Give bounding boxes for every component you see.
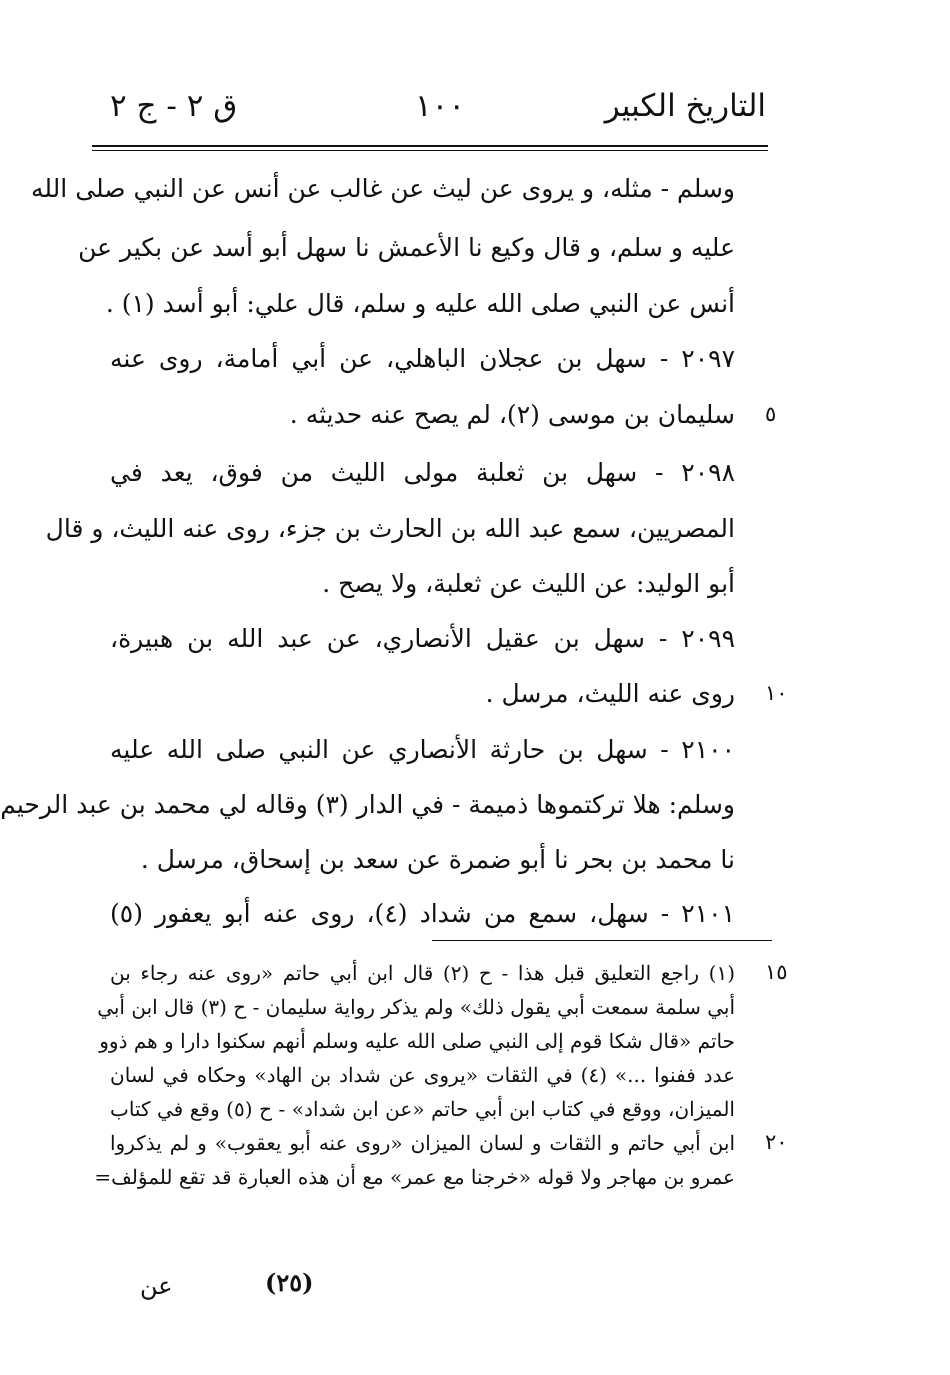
line-number-marker: ١٥ [765,960,788,984]
body-line: ٢٠٩٧ - سهل بن عجلان الباهلي، عن أبي أمامة، روى عنه [110,344,735,373]
body-line: ٢١٠١ - سهل، سمع من شداد (٤)، روى عنه أبو يعفور (٥) [110,899,735,928]
signature-mark: (٢٥) [265,1268,314,1297]
body-line: المصريين، سمع عبد الله بن الحارث بن جزء، روى عنه الليث، و قال [45,514,735,543]
body-line: ٢٠٩٩ - سهل بن عقيل الأنصاري، عن عبد الله بن هبيرة، [110,624,735,653]
footnote-line: عمرو بن مهاجر ولا قوله «خرجنا مع عمر» مع أن هذه العبارة قد تقع للمؤلف= [94,1165,735,1189]
footnote-line: عدد ففنوا ...» (٤) في الثقات «يروى عن شداد بن الهاد» وحكاه في لسان [110,1063,736,1087]
body-line: نا محمد بن بحر نا أبو ضمرة عن سعد بن إسحاق، مرسل . [140,845,735,874]
line-number-marker: ٥ [765,402,777,426]
footnote-line: ابن أبي حاتم و الثقات و لسان الميزان «روى عنه أبو يعقوب» و لم يذكروا [110,1131,735,1155]
page-number: ١٠٠ [415,88,465,124]
running-title: التاريخ الكبير [604,88,766,124]
body-line: وسلم - مثله، و يروى عن ليث عن غالب عن أنس عن النبي صلى الله [31,174,735,203]
body-line: أبو الوليد: عن الليث عن ثعلبة، ولا يصح . [322,569,735,598]
body-line: وسلم: هلا تركتموها ذميمة - في الدار (٣) وقاله لي محمد بن عبد الرحيم [0,790,735,819]
footnote-line: حاتم «قال شكا قوم إلى النبي صلى الله عليه وسلم أنهم سكنوا دارا و هم ذوو [99,1029,735,1053]
header-rule-thick [92,145,768,147]
footnote-line: (١) راجع التعليق قبل هذا - ح (٢) قال ابن أبي حاتم «روى عنه رجاء بن [110,961,736,985]
body-line: أنس عن النبي صلى الله عليه و سلم، قال علي: أبو أسد (١) . [105,289,735,318]
volume-label: ق ٢ - ج ٢ [110,88,238,124]
header-rule-thin [92,150,768,151]
body-line: ٢١٠٠ - سهل بن حارثة الأنصاري عن النبي صلى الله عليه [110,735,735,764]
footnote-rule [432,940,772,941]
footnote-line: الميزان، ووقع في كتاب ابن أبي حاتم «عن ابن شداد» - ح (٥) وقع في كتاب [110,1097,735,1121]
page-header [110,88,766,136]
body-line: عليه و سلم، و قال وكيع نا الأعمش نا سهل أبو أسد عن بكير عن [78,233,735,262]
catchword: عن [140,1272,173,1300]
body-line: ٢٠٩٨ - سهل بن ثعلبة مولى الليث من فوق، يعد في [110,458,735,487]
body-line: روى عنه الليث، مرسل . [485,679,735,708]
line-number-marker: ١٠ [765,681,788,705]
line-number-marker: ٢٠ [765,1130,788,1154]
body-line: سليمان بن موسى (٢)، لم يصح عنه حديثه . [289,400,735,429]
footnote-line: أبي سلمة سمعت أبي يقول ذلك» ولم يذكر رواية سليمان - ح (٣) قال ابن أبي [97,995,735,1019]
